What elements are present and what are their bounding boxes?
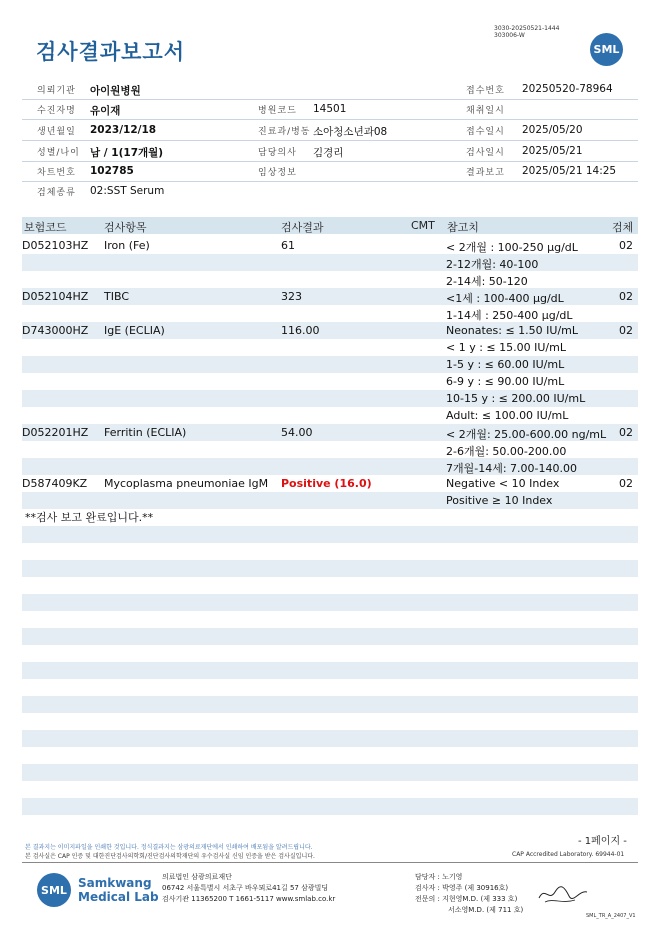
cell-result: 116.00 — [281, 324, 320, 337]
cell-ref: < 1 y : ≤ 15.00 IU/mL — [446, 341, 566, 354]
cell-ref: 2-6개월: 50.00-200.00 — [446, 445, 567, 458]
row-stripe — [22, 628, 638, 645]
cell-item: IgE (ECLIA) — [104, 324, 165, 337]
institution-value: 아이원병원 — [90, 85, 141, 97]
row-stripe — [22, 730, 638, 747]
cell-ref: 2-14세: 50-120 — [446, 275, 528, 288]
row-stripe — [22, 594, 638, 611]
receipt-date-value: 2025/05/20 — [522, 124, 583, 136]
form-id: SML_TR_A_2407_V1 — [586, 913, 636, 919]
cell-ref: Neonates: ≤ 1.50 IU/mL — [446, 324, 578, 337]
cell-result: 61 — [281, 239, 295, 252]
sml-logo: SML — [590, 33, 623, 66]
cell-code: D743000HZ — [22, 324, 89, 337]
row-stripe — [22, 764, 638, 781]
info-row-3: 생년월일 2023/12/18 진료과/병동 소아청소년과08 접수일시 2025/05/20 — [22, 120, 638, 141]
row-stripe — [22, 254, 638, 271]
cell-item: Mycoplasma pneumoniae IgM — [104, 477, 269, 490]
document-id: 3030-20250521-1444 303006-W — [494, 25, 560, 39]
info-row-2: 수진자명 유이재 병원코드 14501 채취일시 — [22, 99, 638, 120]
row-stripe — [22, 526, 638, 543]
cell-item: TIBC — [104, 290, 129, 303]
completion-note: **검사 보고 완료입니다.** — [25, 511, 154, 524]
cell-spec: 02 — [619, 290, 633, 303]
patient-name-value: 유이재 — [90, 105, 121, 117]
cell-ref: 6-9 y : ≤ 90.00 IU/mL — [446, 375, 565, 388]
sex-age-value: 남 / 1(17개월) — [90, 147, 164, 159]
cell-item: Iron (Fe) — [104, 239, 150, 252]
results-table-header: 보험코드 검사항목 검사결과 CMT 참고치 검체 — [22, 217, 638, 234]
signature — [535, 880, 591, 908]
org-info: 의료법인 삼광의료재단 06742 서울특별시 서초구 바우뫼로41길 57 삼광빌딩 검사기관 11365200 T 1661-5117 www.smlab.co.kr — [162, 873, 336, 903]
cell-code: D052103HZ — [22, 239, 89, 252]
cell-code: D052104HZ — [22, 290, 89, 303]
cell-ref: 1-14세 : 250-400 μg/dL — [446, 309, 573, 322]
staff-info: 담당자 : 노기영 검사자 : 박영주 (제 30916호) 전문의 : 지현영M.D. (제 333 호) 서소영M.D. (제 711 호) — [415, 873, 524, 914]
row-stripe — [22, 696, 638, 713]
cell-spec: 02 — [619, 477, 633, 490]
cell-ref: Negative < 10 Index — [446, 477, 560, 490]
hospital-code-value: 14501 — [313, 103, 347, 115]
samkwang-logo: SML — [37, 873, 71, 907]
info-row-1: 의뢰기관 아이원병원 접수번호 20250520-78964 — [22, 79, 638, 100]
footer-notice-2: 본 검사실은 CAP 인증 및 대한진단검사의학회/진단검사의학재단의 우수검사실 신임 인증을 받은 검사실입니다. — [25, 853, 315, 860]
cell-ref: 7개월-14세: 7.00-140.00 — [446, 462, 577, 475]
footer-divider — [22, 862, 638, 863]
report-title: 검사결과보고서 — [36, 40, 186, 64]
doctor-value: 김경리 — [313, 147, 344, 159]
cell-spec: 02 — [619, 239, 633, 252]
info-row-4: 성별/나이 남 / 1(17개월) 담당의사 김경리 검사일시 2025/05/21 — [22, 141, 638, 162]
cell-spec: 02 — [619, 426, 633, 439]
receipt-no-value: 20250520-78964 — [522, 83, 613, 95]
info-row-6: 검체종류 02:SST Serum — [37, 185, 165, 198]
test-date-value: 2025/05/21 — [522, 145, 583, 157]
brand-name: Samkwang Medical Lab — [78, 876, 159, 904]
chart-no-value: 102785 — [90, 165, 134, 177]
birth-value: 2023/12/18 — [90, 124, 157, 136]
row-stripe — [22, 560, 638, 577]
cell-ref: 10-15 y : ≤ 200.00 IU/mL — [446, 392, 586, 405]
footer-notice-1: 본 결과지는 이미지파일을 인쇄한 것입니다. 정식결과지는 삼광의료재단에서 인쇄하여 배포됨을 알려드립니다. — [25, 844, 313, 851]
cell-ref: < 2개월: 25.00-600.00 ng/mL — [446, 428, 607, 441]
page-number: - 1페이지 - — [578, 836, 627, 847]
cell-result: 54.00 — [281, 426, 313, 439]
cell-item: Ferritin (ECLIA) — [104, 426, 187, 439]
cell-ref: <1세 : 100-400 μg/dL — [446, 292, 564, 305]
row-stripe — [22, 662, 638, 679]
report-date-value: 2025/05/21 14:25 — [522, 165, 617, 177]
dept-value: 소아청소년과08 — [313, 126, 388, 138]
cell-ref: Adult: ≤ 100.00 IU/mL — [446, 409, 569, 422]
cell-spec: 02 — [619, 324, 633, 337]
cell-code: D052201HZ — [22, 426, 89, 439]
row-stripe — [22, 798, 638, 815]
cell-ref: 2-12개월: 40-100 — [446, 258, 539, 271]
info-row-5: 차트번호 102785 임상정보 결과보고 2025/05/21 14:25 — [22, 161, 638, 182]
cap-accreditation: CAP Accredited Laboratory. 69944-01 — [512, 851, 625, 858]
cell-ref: Positive ≥ 10 Index — [446, 494, 553, 507]
cell-result: 323 — [281, 290, 302, 303]
cell-ref: < 2개월 : 100-250 μg/dL — [446, 241, 578, 254]
cell-code: D587409KZ — [22, 477, 88, 490]
cell-ref: 1-5 y : ≤ 60.00 IU/mL — [446, 358, 565, 371]
specimen-value: 02:SST Serum — [90, 185, 165, 197]
cell-result: Positive (16.0) — [281, 477, 372, 490]
